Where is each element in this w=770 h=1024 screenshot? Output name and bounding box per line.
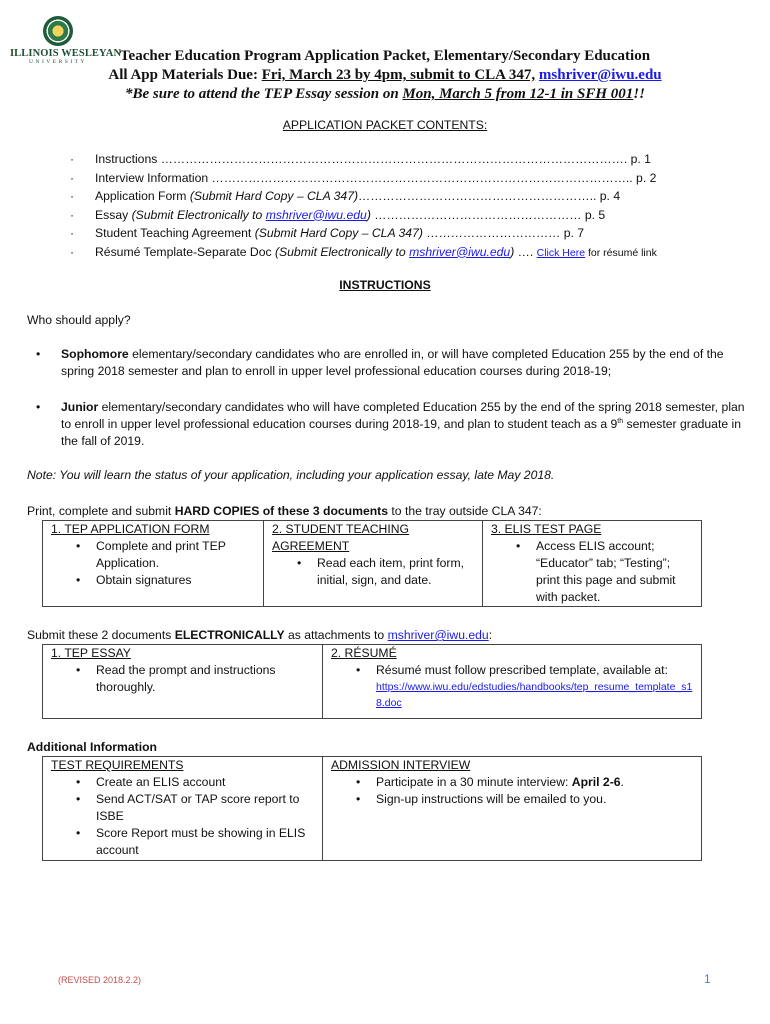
toc-item: · Résumé Template-Separate Doc (Submit Electronically to mshriver@iwu.edu) …. Click Here for résumé link: [70, 244, 657, 259]
page-number: 1: [704, 972, 711, 986]
header-title: Teacher Education Program Application Packet, Elementary/Secondary Education: [119, 48, 651, 64]
resume-click-here-link[interactable]: Click Here: [536, 246, 586, 259]
instructions-title: INSTRUCTIONS: [339, 278, 431, 292]
test-requirements-cell: TEST REQUIREMENTS • Create an ELIS account • Send ACT/SAT or TAP score report to ISBE • Score Report must be showing in ELIS account: [43, 757, 323, 861]
resume-cell: 2. RÉSUMÉ • Résumé must follow prescribed template, available at: https://www.iwu.edu/edstudies/handbooks/tep_resume_template_s18.doc: [323, 645, 702, 719]
junior-bullet: • Junior elementary/secondary candidates who will have completed Education 255 by the end of the spring 2018 semester, plan to enroll in upper level professional education courses during 2018-19, and plan to student teach as a 9th semester graduate in the fall of 2019.: [36, 400, 745, 448]
electronic-table: [42, 644, 702, 719]
toc-item: · Instructions ……………………………………………………………………………………………………. p. 1: [70, 152, 651, 166]
elis-test-cell: 3. ELIS TEST PAGE • Access ELIS account; “Educator” tab; “Testing”; print this page and submit with packet.: [483, 521, 702, 607]
header-email-link[interactable]: mshriver@iwu.edu: [538, 67, 662, 83]
status-note: Note: You will learn the status of your application, including your application essay, late May 2018.: [27, 468, 555, 482]
toc-item: · Application Form (Submit Hard Copy – CLA 347)………………………………………………….. p. 4: [70, 189, 621, 203]
hard-copies-table: [42, 520, 702, 607]
student-teaching-cell: 2. STUDENT TEACHING AGREEMENT • Read each item, print form, initial, sign, and date.: [264, 521, 483, 607]
header-due-line: All App Materials Due: Fri, March 23 by 4pm, submit to CLA 347, mshriver@iwu.edu: [108, 67, 662, 83]
admission-interview-cell: ADMISSION INTERVIEW • Participate in a 30 minute interview: April 2-6. • Sign-up instructions will be emailed to you.: [323, 757, 702, 861]
tep-application-cell: 1. TEP APPLICATION FORM • Complete and print TEP Application. • Obtain signatures: [43, 521, 264, 607]
resume-template-link[interactable]: https://www.iwu.edu/edstudies/handbooks/tep_resume_template_s18.doc: [376, 681, 693, 709]
toc-item: · Student Teaching Agreement (Submit Hard Copy – CLA 347) …………………………… p. 7: [70, 226, 585, 240]
toc-item: · Essay (Submit Electronically to mshriver@iwu.edu) …………………………………………… p. 5: [70, 207, 606, 222]
document-header: [60, 47, 710, 104]
additional-info-table: [42, 756, 702, 861]
who-should-apply: Who should apply?: [27, 313, 131, 327]
contents-list: [70, 150, 710, 261]
submit-email-link[interactable]: mshriver@iwu.edu: [387, 628, 489, 642]
additional-info-title: Additional Information: [27, 740, 157, 754]
header-essay-line: *Be sure to attend the TEP Essay session on Mon, March 5 from 12-1 in SFH 001!!: [125, 86, 645, 102]
logo-name: ILLINOIS WESLEYAN: [10, 48, 122, 59]
toc-email-link[interactable]: mshriver@iwu.edu: [409, 244, 511, 259]
logo-subtitle: UNIVERSITY: [29, 59, 87, 65]
contents-title: APPLICATION PACKET CONTENTS:: [282, 118, 488, 132]
electronic-intro: Submit these 2 documents ELECTRONICALLY as attachments to mshriver@iwu.edu:: [27, 628, 493, 642]
university-seal-icon: [43, 16, 73, 46]
toc-item: · Interview Information ………………………………………………………………………………………….. p. 2: [70, 170, 657, 185]
revision-note: (REVISED 2018.2.2): [58, 975, 142, 985]
tep-essay-cell: 1. TEP ESSAY • Read the prompt and instructions thoroughly.: [43, 645, 323, 719]
toc-email-link[interactable]: mshriver@iwu.edu: [265, 207, 367, 222]
hard-copies-intro: Print, complete and submit HARD COPIES of these 3 documents to the tray outside CLA 347:: [27, 504, 542, 518]
sophomore-bullet: • Sophomore elementary/secondary candidates who are enrolled in, or will have completed Education 255 by the end of the spring 2018 semester and plan to enroll in upper level professional education courses during 2018-19;: [36, 347, 724, 378]
